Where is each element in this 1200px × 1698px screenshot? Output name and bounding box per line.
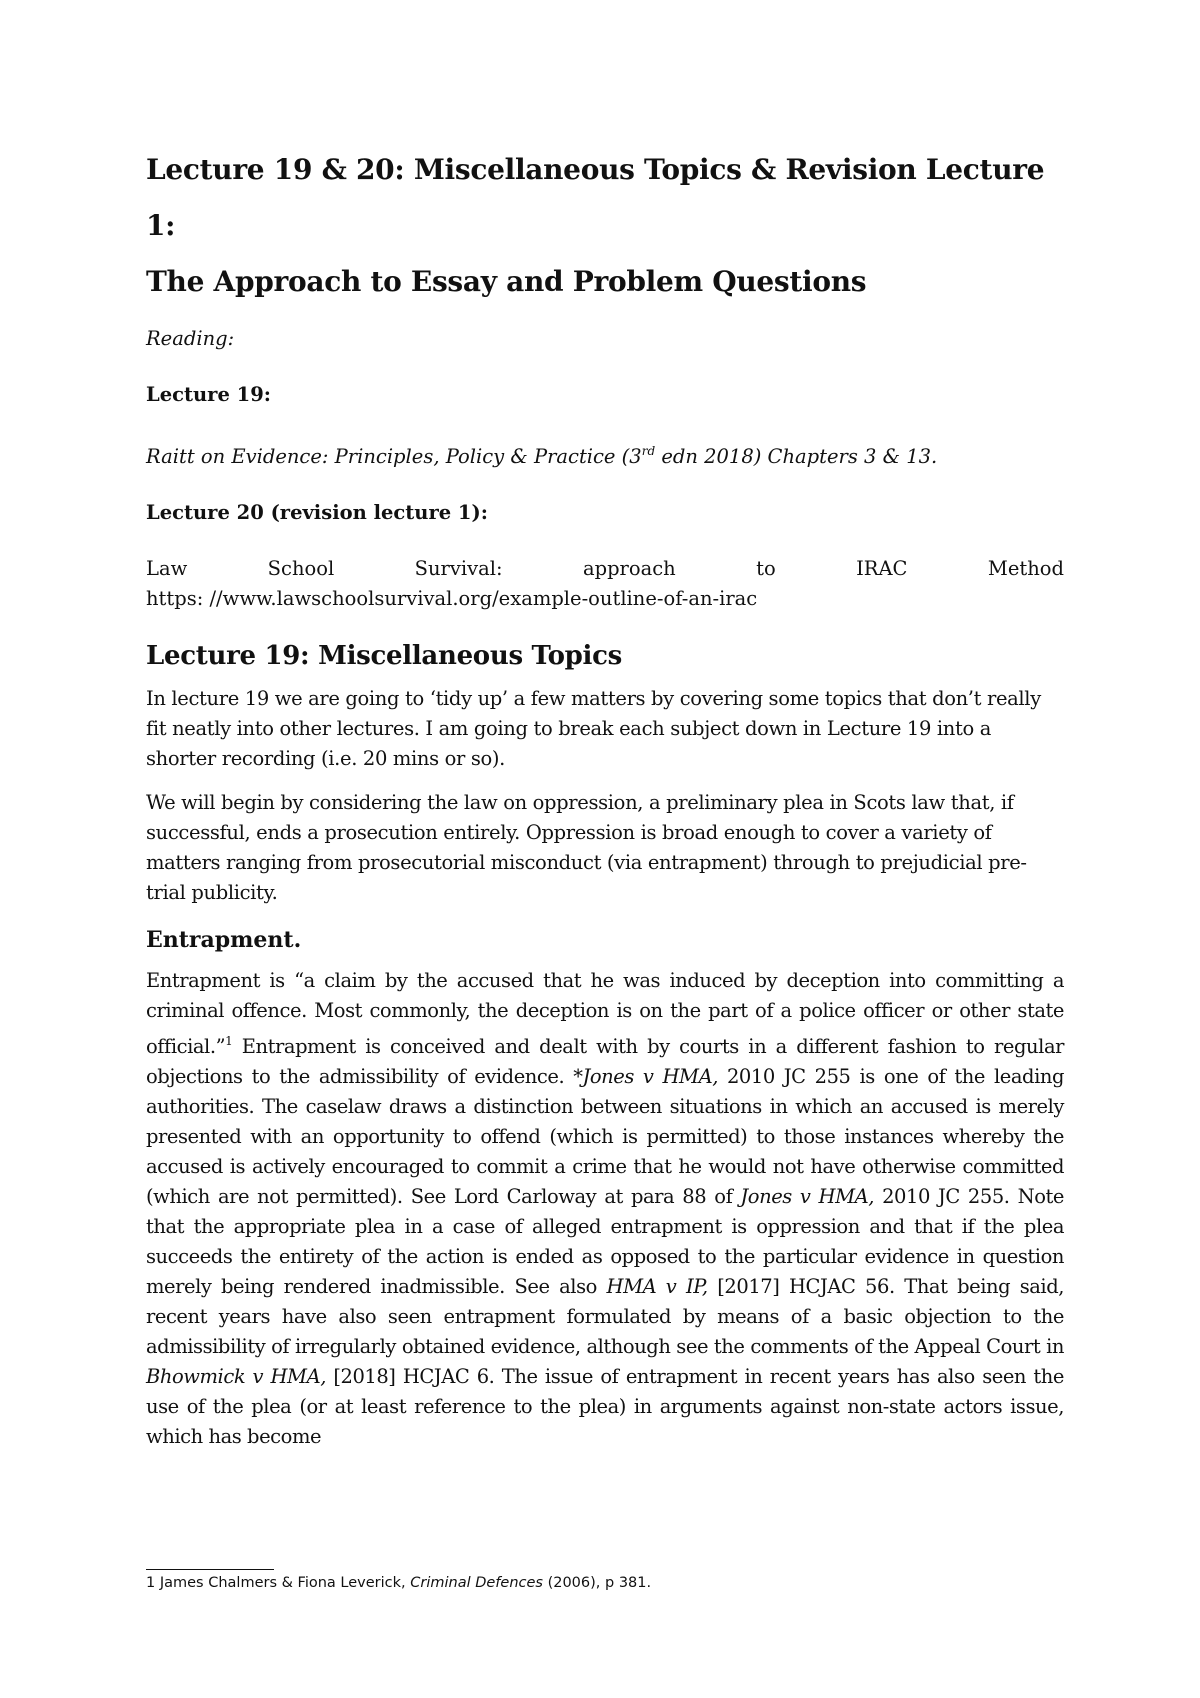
reading-label: Reading: — [146, 327, 235, 350]
footnote-authors: James Chalmers & Fiona Leverick, — [155, 1575, 411, 1591]
footnote-rest: (2006), p 381. — [542, 1575, 652, 1591]
case-name: Jones v HMA, — [582, 1065, 718, 1088]
lecture19-reference — [146, 436, 1064, 472]
footnote — [146, 1573, 651, 1593]
ref-word: IRAC — [856, 557, 908, 580]
entrapment-text: 2010 JC 255. Note that the appropriate plea in a case of alleged entrapment is oppression and that if the plea succeeds the entirety of the action is ended as opposed to the particular evidence in question merely being rendered inadmissible. See also — [146, 1185, 1064, 1298]
ref-word: Law — [146, 557, 188, 580]
entrapment-text: Entrapment is conceived and dealt with by courts in a different fashion to regular objections to the admissibility of evidence. * — [146, 1035, 1064, 1088]
lecture20-label: Lecture 20 (revision lecture 1): — [146, 501, 488, 524]
footnote-separator — [146, 1569, 274, 1570]
title-line-2: The Approach to Essay and Problem Questions — [146, 265, 867, 298]
case-name: Bhowmick v HMA, — [146, 1365, 326, 1388]
title-line-1: Lecture 19 & 20: Miscellaneous Topics & Revision Lecture 1: — [146, 153, 1045, 242]
entrapment-text: 2010 JC 255 is one of the leading authorities. The caselaw draws a distinction between situations in which an accused is merely presented with an opportunity to offend (which is permitted) to those instances whereby the accused is actively encouraged to commit a crime that he would not have otherwise committed (which are not permitted). See Lord Carloway at para 88 of — [146, 1065, 1064, 1208]
page-content — [146, 142, 1064, 1452]
intro-paragraph-2: We will begin by considering the law on oppression, a preliminary plea in Scots law that, if successful, ends a prosecution entirely. Oppression is broad enough to cover a variety of matters ranging from prosecutorial misconduct (via entrapment) through to prejudicial pre-trial publicity. — [146, 791, 1027, 904]
lecture20-url-link[interactable]: https: //www.lawschoolsurvival.org/example-outline-of-an-irac — [146, 587, 758, 610]
ref-word: Method — [987, 557, 1064, 580]
lecture19-ref-superscript: rd — [641, 444, 656, 458]
case-name: Jones v HMA, — [740, 1185, 875, 1208]
intro-paragraph-1: In lecture 19 we are going to ‘tidy up’ a few matters by covering some topics that don’t really fit neatly into other lectures. I am going to break each subject down in Lecture 19 into a shorter recording (i.e. 20 mins or so). — [146, 687, 1041, 770]
entrapment-text: [2018] HCJAC 6. The issue of entrapment in recent years has also seen the use of the plea (or at least reference to the plea) in arguments against non-state actors issue, which has become — [146, 1365, 1064, 1448]
entrapment-text: [2017] HCJAC 56. That being said, recent years have also seen entrapment formulated by means of a basic objection to the admissibility of irregularly obtained evidence, although see the comments of the Appeal Court in — [146, 1275, 1064, 1358]
lecture19-label: Lecture 19: — [146, 383, 271, 406]
ref-word: approach — [582, 557, 676, 580]
footnote-book-title: Criminal Defences — [410, 1575, 543, 1591]
footnote-reference[interactable]: 1 — [225, 1034, 233, 1048]
ref-word: to — [756, 557, 776, 580]
document-title — [146, 142, 1064, 310]
lecture19-ref-text-end: edn 2018) Chapters 3 & 13. — [655, 445, 938, 468]
lecture20-reference-line — [146, 554, 1064, 584]
ref-word: Survival: — [414, 557, 503, 580]
ref-word: School — [267, 557, 335, 580]
lecture19-ref-text: Raitt on Evidence: Principles, Policy & Practice (3 — [146, 445, 642, 468]
section-heading: Lecture 19: Miscellaneous Topics — [146, 641, 622, 671]
entrapment-text: Entrapment is “a claim by the accused that he was induced by deception into committing a criminal offence. Most commonly, the deception is on the part of a police officer or other state official.” — [146, 969, 1064, 1058]
footnote-number: 1 — [146, 1575, 156, 1591]
case-name: HMA v IP, — [606, 1275, 708, 1298]
subheading-entrapment: Entrapment. — [146, 927, 302, 953]
entrapment-paragraph — [146, 966, 1064, 1452]
